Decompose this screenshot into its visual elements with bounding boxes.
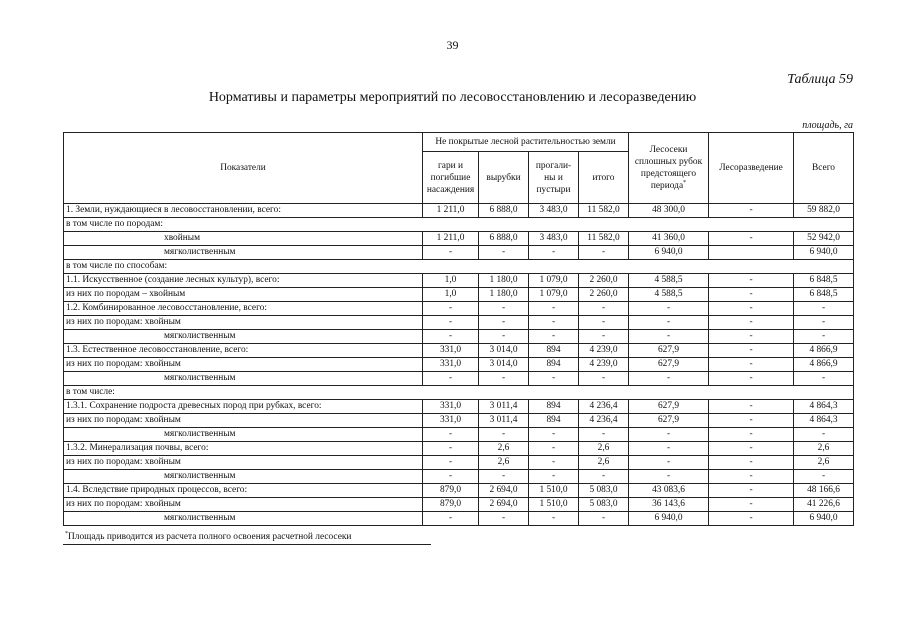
- row-label: 1.1. Искусственное (создание лесных культур), всего:: [64, 274, 423, 288]
- footnote-asterisk: *: [65, 530, 68, 537]
- cell-value: -: [629, 330, 709, 344]
- cell-value: -: [529, 456, 579, 470]
- table-row: [64, 414, 854, 428]
- cell-value: -: [629, 302, 709, 316]
- cell-value: -: [629, 442, 709, 456]
- table-row: [64, 386, 854, 400]
- cell-value: 894: [529, 344, 579, 358]
- cell-value: -: [794, 316, 854, 330]
- cell-value: 879,0: [423, 484, 479, 498]
- cell-value: -: [423, 246, 479, 260]
- table-row: [64, 470, 854, 484]
- row-label: в том числе по способам:: [64, 260, 854, 274]
- cell-value: -: [709, 428, 794, 442]
- cell-value: -: [629, 470, 709, 484]
- table-row: [64, 302, 854, 316]
- table-row: [64, 246, 854, 260]
- cell-value: 2 694,0: [479, 484, 529, 498]
- cell-value: -: [423, 512, 479, 526]
- cell-value: 1 180,0: [479, 274, 529, 288]
- header-cutting-areas: [629, 133, 709, 204]
- cell-value: 4 864,3: [794, 414, 854, 428]
- cell-value: -: [709, 232, 794, 246]
- cell-value: 4 866,9: [794, 358, 854, 372]
- cell-value: -: [794, 428, 854, 442]
- cell-value: 6 940,0: [794, 512, 854, 526]
- cell-value: 41 226,6: [794, 498, 854, 512]
- cell-value: 59 882,0: [794, 204, 854, 218]
- cell-value: -: [709, 414, 794, 428]
- page-title: Нормативы и параметры мероприятий по лесовосстановлению и лесоразведению: [208, 90, 697, 105]
- cell-value: -: [529, 246, 579, 260]
- cell-value: -: [529, 330, 579, 344]
- cell-value: -: [479, 316, 529, 330]
- cell-value: -: [423, 456, 479, 470]
- table-row: [64, 316, 854, 330]
- cell-value: 41 360,0: [629, 232, 709, 246]
- table-row: [64, 274, 854, 288]
- cell-value: -: [709, 344, 794, 358]
- cell-value: 6 940,0: [629, 246, 709, 260]
- cell-value: -: [709, 470, 794, 484]
- header-glades: прогали-ны и пустыри: [529, 152, 579, 204]
- cell-value: -: [709, 442, 794, 456]
- cell-value: -: [709, 316, 794, 330]
- row-label: хвойным: [64, 232, 423, 246]
- units-label: площадь, га: [802, 120, 853, 131]
- cell-value: 3 483,0: [529, 204, 579, 218]
- cell-value: 894: [529, 400, 579, 414]
- row-label: 1.3. Естественное лесовосстановление, всего:: [64, 344, 423, 358]
- row-label: из них по породам: хвойным: [64, 456, 423, 470]
- table-number: Таблица 59: [787, 72, 853, 87]
- row-label: 1. Земли, нуждающиеся в лесовосстановлении, всего:: [64, 204, 423, 218]
- table-row: [64, 400, 854, 414]
- cell-value: -: [529, 470, 579, 484]
- row-label: в том числе по породам:: [64, 218, 854, 232]
- header-total: Всего: [794, 133, 854, 204]
- footnote: [63, 531, 431, 545]
- cell-value: -: [479, 470, 529, 484]
- table-row: [64, 260, 854, 274]
- cell-value: -: [423, 442, 479, 456]
- cell-value: 2,6: [794, 442, 854, 456]
- header-burns: гари и погибшие насаждения: [423, 152, 479, 204]
- cell-value: 4 236,4: [579, 414, 629, 428]
- cell-value: 43 083,6: [629, 484, 709, 498]
- cell-value: 52 942,0: [794, 232, 854, 246]
- row-label: из них по породам: хвойным: [64, 316, 423, 330]
- cell-value: 2 260,0: [579, 288, 629, 302]
- cell-value: -: [423, 372, 479, 386]
- cell-value: -: [709, 330, 794, 344]
- forest-regeneration-table: [63, 132, 854, 526]
- cell-value: 3 014,0: [479, 358, 529, 372]
- cell-value: 627,9: [629, 344, 709, 358]
- cell-value: 6 848,5: [794, 274, 854, 288]
- table-row: [64, 204, 854, 218]
- row-label: мягколиственным: [64, 470, 423, 484]
- cell-value: -: [479, 512, 529, 526]
- cell-value: -: [709, 302, 794, 316]
- cell-value: -: [479, 428, 529, 442]
- row-label: мягколиственным: [64, 372, 423, 386]
- cell-value: -: [529, 302, 579, 316]
- cell-value: -: [579, 302, 629, 316]
- cell-value: -: [529, 316, 579, 330]
- cell-value: -: [794, 470, 854, 484]
- table-row: [64, 330, 854, 344]
- cell-value: 627,9: [629, 400, 709, 414]
- header-indicators: Показатели: [64, 133, 423, 204]
- cell-value: 2,6: [479, 442, 529, 456]
- cell-value: 2,6: [579, 442, 629, 456]
- cell-value: -: [794, 372, 854, 386]
- header-afforestation: Лесоразведение: [709, 133, 794, 204]
- header-not-covered-group: Не покрытые лесной растительностью земли: [423, 133, 629, 152]
- cell-value: 4 239,0: [579, 344, 629, 358]
- table-row: [64, 484, 854, 498]
- cell-value: -: [423, 316, 479, 330]
- cell-value: -: [794, 330, 854, 344]
- cell-value: 1 079,0: [529, 288, 579, 302]
- cell-value: 11 582,0: [579, 232, 629, 246]
- page-number: 39: [446, 38, 459, 52]
- cell-value: 331,0: [423, 344, 479, 358]
- cell-value: -: [709, 274, 794, 288]
- cell-value: -: [529, 512, 579, 526]
- cell-value: -: [629, 456, 709, 470]
- table-row: [64, 288, 854, 302]
- cell-value: 894: [529, 414, 579, 428]
- cell-value: 1,0: [423, 288, 479, 302]
- cell-value: 6 888,0: [479, 204, 529, 218]
- row-label: 1.3.1. Сохранение подроста древесных пород при рубках, всего:: [64, 400, 423, 414]
- cell-value: 11 582,0: [579, 204, 629, 218]
- header-cutting-areas-text: Лесосеки сплошных рубок предстоящего периода: [634, 145, 703, 191]
- row-label: 1.4. Вследствие природных процессов, всего:: [64, 484, 423, 498]
- cell-value: -: [709, 204, 794, 218]
- cell-value: 331,0: [423, 358, 479, 372]
- table-row: [64, 428, 854, 442]
- cell-value: -: [529, 442, 579, 456]
- table-body: [64, 204, 854, 526]
- table-row: [64, 358, 854, 372]
- cell-value: 48 300,0: [629, 204, 709, 218]
- cell-value: -: [479, 330, 529, 344]
- cell-value: -: [709, 512, 794, 526]
- table-row: [64, 344, 854, 358]
- header-total-not-covered: итого: [579, 152, 629, 204]
- cell-value: 3 014,0: [479, 344, 529, 358]
- footnote-text: Площадь приводится из расчета полного освоения расчетной лесосеки: [68, 532, 352, 542]
- cell-value: -: [709, 288, 794, 302]
- cell-value: 1 211,0: [423, 232, 479, 246]
- row-label: из них по породам: хвойным: [64, 498, 423, 512]
- cell-value: -: [423, 428, 479, 442]
- cell-value: -: [709, 400, 794, 414]
- cell-value: -: [479, 302, 529, 316]
- cell-value: 6 848,5: [794, 288, 854, 302]
- footnote-marker: *: [683, 179, 687, 186]
- cell-value: 5 083,0: [579, 484, 629, 498]
- row-label: в том числе:: [64, 386, 854, 400]
- table-row: [64, 512, 854, 526]
- cell-value: 2,6: [479, 456, 529, 470]
- cell-value: 4 236,4: [579, 400, 629, 414]
- cell-value: 3 483,0: [529, 232, 579, 246]
- table-row: [64, 456, 854, 470]
- cell-value: 1 211,0: [423, 204, 479, 218]
- cell-value: 1 510,0: [529, 498, 579, 512]
- table-row: [64, 232, 854, 246]
- row-label: из них по породам: хвойным: [64, 358, 423, 372]
- table-row: [64, 218, 854, 232]
- row-label: из них по породам: хвойным: [64, 414, 423, 428]
- cell-value: -: [423, 330, 479, 344]
- cell-value: 5 083,0: [579, 498, 629, 512]
- cell-value: -: [709, 372, 794, 386]
- cell-value: 6 940,0: [794, 246, 854, 260]
- row-label: мягколиственным: [64, 330, 423, 344]
- row-label: мягколиственным: [64, 428, 423, 442]
- cell-value: 2,6: [579, 456, 629, 470]
- row-label: 1.2. Комбинированное лесовосстановление, всего:: [64, 302, 423, 316]
- cell-value: 627,9: [629, 358, 709, 372]
- cell-value: 4 239,0: [579, 358, 629, 372]
- cell-value: -: [709, 484, 794, 498]
- header-clearings: вырубки: [479, 152, 529, 204]
- row-label: мягколиственным: [64, 246, 423, 260]
- cell-value: 2 260,0: [579, 274, 629, 288]
- table-row: [64, 442, 854, 456]
- row-label: 1.3.2. Минерализация почвы, всего:: [64, 442, 423, 456]
- cell-value: 2,6: [794, 456, 854, 470]
- cell-value: 4 864,3: [794, 400, 854, 414]
- cell-value: 1 180,0: [479, 288, 529, 302]
- cell-value: 3 011,4: [479, 400, 529, 414]
- cell-value: -: [423, 470, 479, 484]
- table-row: [64, 498, 854, 512]
- cell-value: 1 079,0: [529, 274, 579, 288]
- cell-value: -: [579, 470, 629, 484]
- cell-value: 3 011,4: [479, 414, 529, 428]
- cell-value: 4 588,5: [629, 274, 709, 288]
- cell-value: 2 694,0: [479, 498, 529, 512]
- cell-value: -: [629, 372, 709, 386]
- row-label: из них по породам – хвойным: [64, 288, 423, 302]
- cell-value: -: [579, 316, 629, 330]
- cell-value: -: [579, 512, 629, 526]
- cell-value: 6 940,0: [629, 512, 709, 526]
- table-header: [64, 133, 854, 204]
- cell-value: 1 510,0: [529, 484, 579, 498]
- cell-value: -: [423, 302, 479, 316]
- cell-value: -: [529, 372, 579, 386]
- cell-value: -: [579, 246, 629, 260]
- cell-value: -: [479, 372, 529, 386]
- cell-value: 36 143,6: [629, 498, 709, 512]
- cell-value: -: [579, 428, 629, 442]
- cell-value: 48 166,6: [794, 484, 854, 498]
- cell-value: 1,0: [423, 274, 479, 288]
- cell-value: -: [709, 498, 794, 512]
- cell-value: 4 588,5: [629, 288, 709, 302]
- cell-value: -: [529, 428, 579, 442]
- cell-value: 894: [529, 358, 579, 372]
- cell-value: -: [794, 302, 854, 316]
- cell-value: -: [629, 428, 709, 442]
- cell-value: 4 866,9: [794, 344, 854, 358]
- cell-value: -: [709, 358, 794, 372]
- cell-value: -: [579, 330, 629, 344]
- cell-value: [709, 246, 794, 260]
- cell-value: 879,0: [423, 498, 479, 512]
- cell-value: 331,0: [423, 414, 479, 428]
- cell-value: -: [709, 456, 794, 470]
- row-label: мягколиственным: [64, 512, 423, 526]
- table-container: [63, 132, 853, 545]
- cell-value: 627,9: [629, 414, 709, 428]
- cell-value: 6 888,0: [479, 232, 529, 246]
- table-row: [64, 372, 854, 386]
- cell-value: -: [579, 372, 629, 386]
- cell-value: -: [629, 316, 709, 330]
- cell-value: -: [479, 246, 529, 260]
- cell-value: 331,0: [423, 400, 479, 414]
